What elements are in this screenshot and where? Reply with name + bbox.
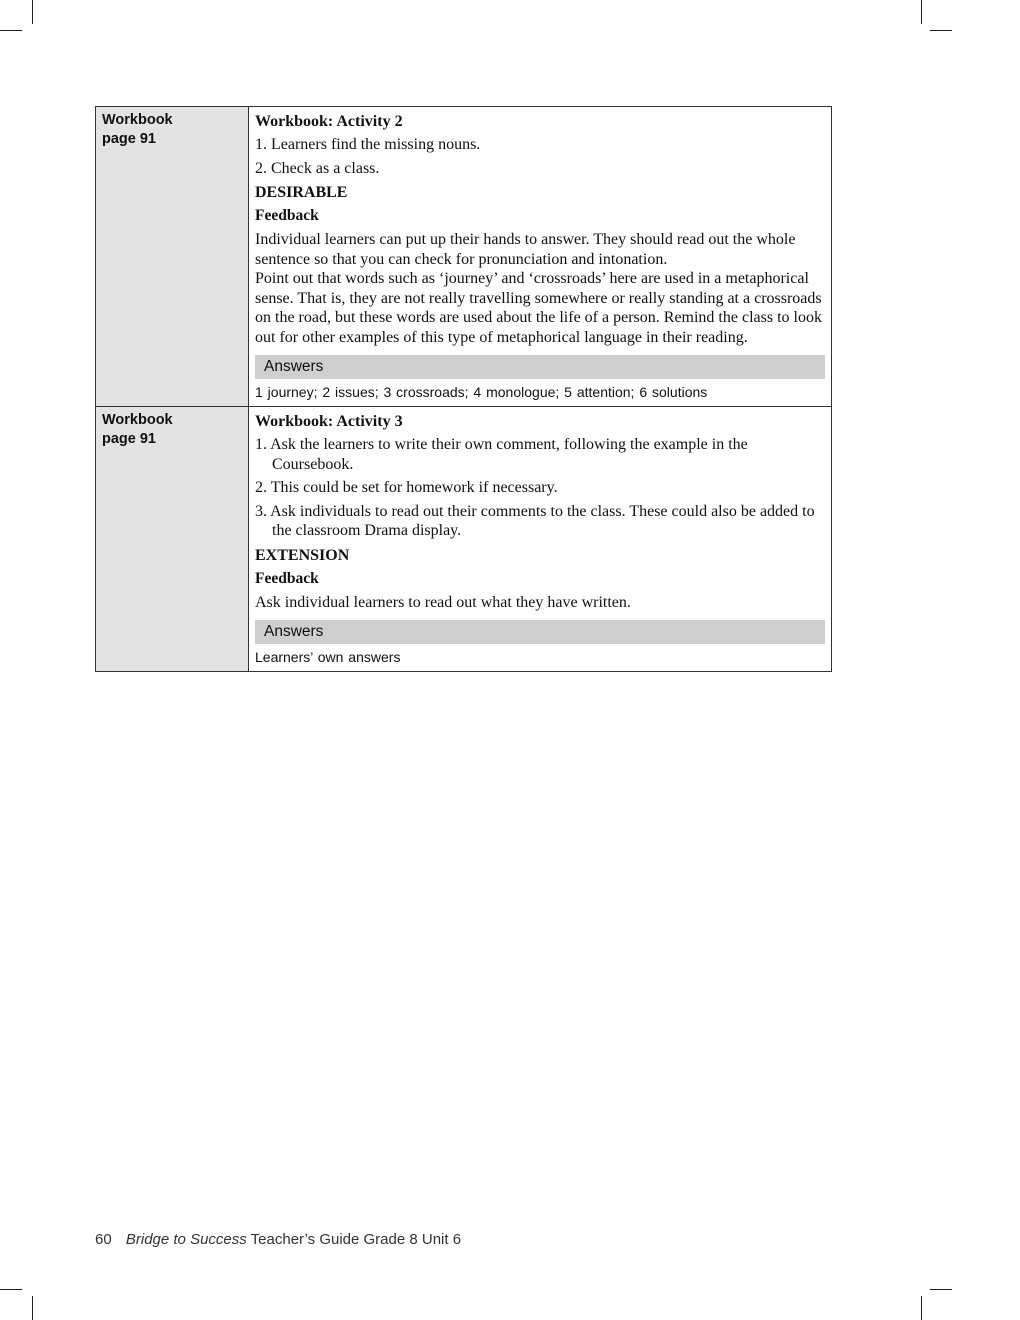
step-item: 1. Ask the learners to write their own comment, following the example in the Coursebook.	[255, 436, 748, 473]
crop-mark	[0, 30, 22, 31]
activity-cell	[249, 107, 832, 407]
reference-label: Workbook	[102, 412, 173, 428]
crop-mark	[930, 30, 952, 31]
activity-title: Workbook: Activity 3	[255, 413, 403, 430]
reference-page: page 91	[102, 431, 156, 447]
footer-subtitle: Teacher’s Guide Grade 8 Unit 6	[250, 1231, 462, 1248]
crop-mark	[930, 1289, 952, 1290]
answers-heading: Answers	[255, 355, 825, 379]
crop-mark	[0, 1289, 22, 1290]
note-text: Point out that words such as ‘journey’ and ‘crossroads’ here are used in a metaphorical sense. That is, they are not really travelling somewhere or really standing at a crossroads on the road, but these words are used about the life of a person. Remind the class to look out for other examples of this type of metaphorical language in their reading.	[255, 270, 822, 346]
step-item: 2. This could be set for homework if necessary.	[255, 479, 558, 496]
activity-cell	[249, 407, 832, 672]
level-tag: DESIRABLE	[255, 184, 348, 201]
reference-label: Workbook	[102, 112, 173, 128]
page-footer	[95, 1231, 461, 1248]
step-item: 1. Learners find the missing nouns.	[255, 136, 481, 153]
level-tag: EXTENSION	[255, 546, 350, 564]
step-item: 3. Ask individuals to read out their comments to the class. These could also be added to the classroom Drama display.	[255, 502, 815, 539]
answers-text: Learners’ own answers	[255, 649, 401, 665]
answers-text: 1 journey; 2 issues; 3 crossroads; 4 monologue; 5 attention; 6 solutions	[255, 384, 708, 400]
book-title: Bridge to Success	[125, 1231, 247, 1248]
table-row	[96, 407, 832, 672]
feedback-heading: Feedback	[255, 569, 319, 587]
crop-mark	[32, 1296, 33, 1320]
feedback-text: Ask individual learners to read out what they have written.	[255, 593, 631, 611]
table-row	[96, 107, 832, 407]
feedback-text: Individual learners can put up their hands to answer. They should read out the whole sentence so that you can check for pronunciation and intonation.	[255, 231, 796, 268]
activity-title: Workbook: Activity 2	[255, 113, 403, 130]
step-item: 2. Check as a class.	[255, 159, 380, 177]
reference-page: page 91	[102, 131, 156, 147]
answers-heading: Answers	[255, 620, 825, 644]
feedback-heading: Feedback	[255, 207, 319, 224]
crop-mark	[921, 1296, 922, 1320]
crop-mark	[921, 0, 922, 24]
page-number: 60	[95, 1231, 112, 1248]
reference-cell	[96, 407, 249, 672]
lesson-table	[95, 106, 832, 672]
crop-mark	[32, 0, 33, 24]
reference-cell	[96, 107, 249, 407]
